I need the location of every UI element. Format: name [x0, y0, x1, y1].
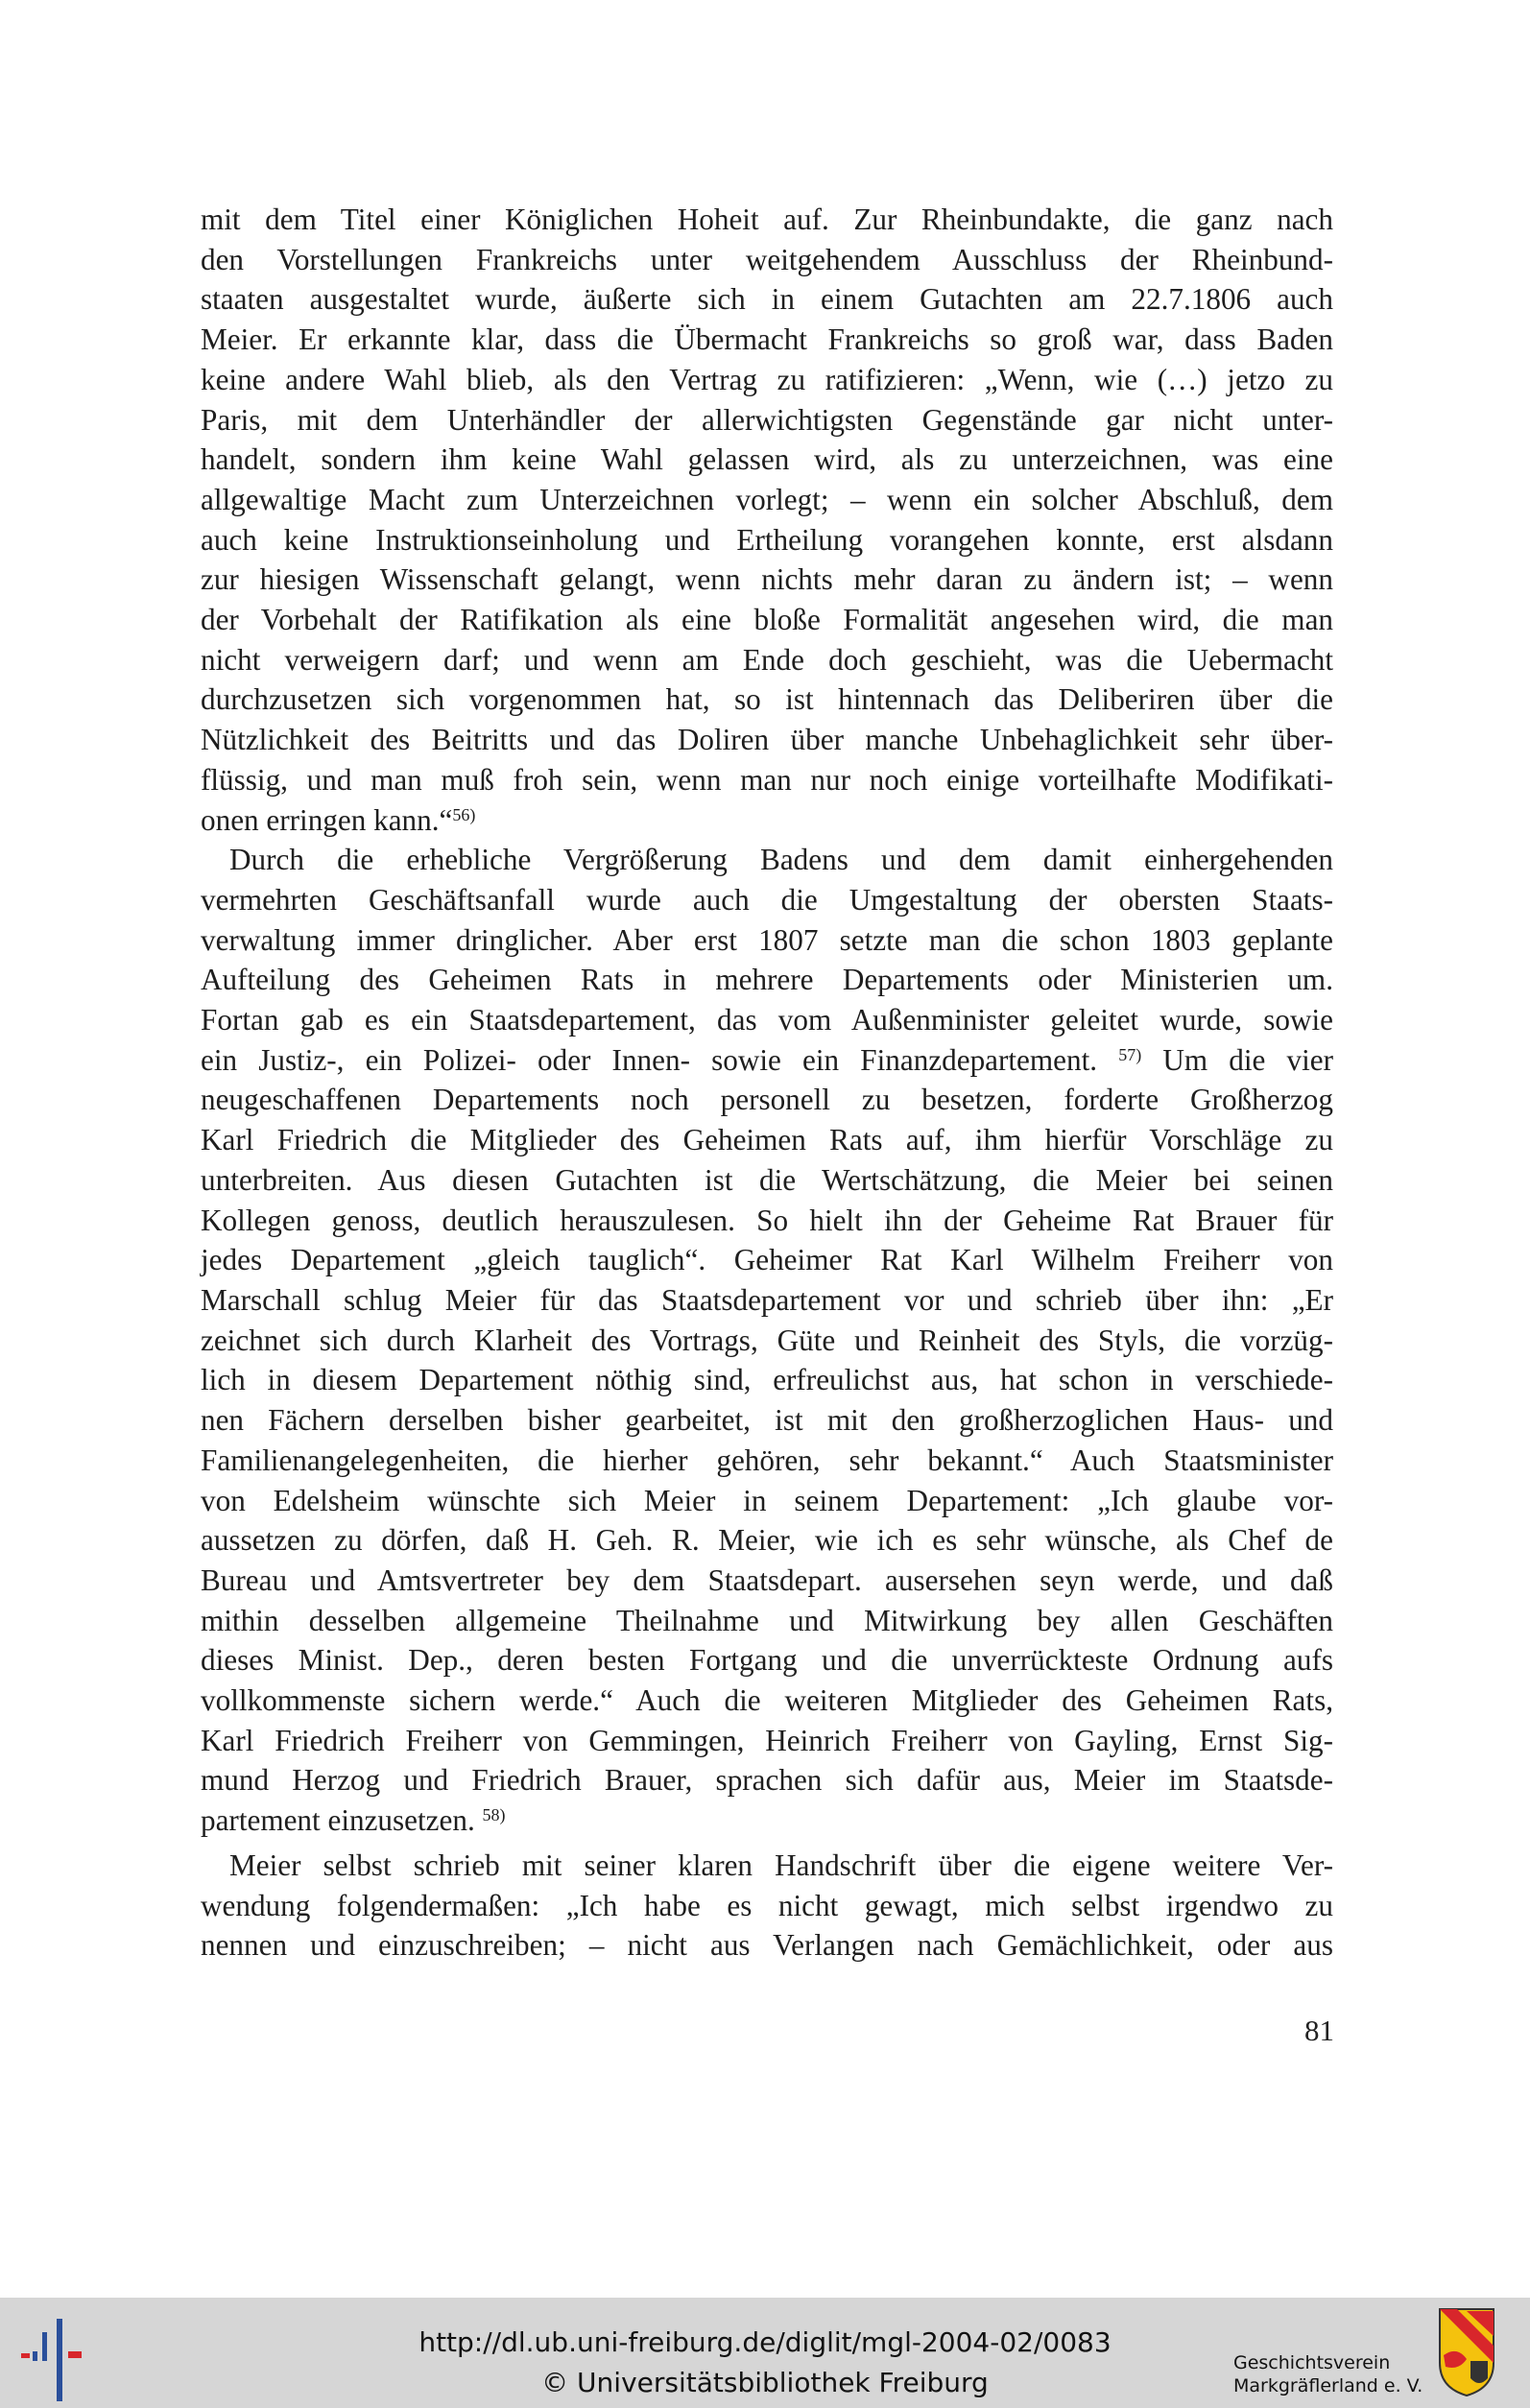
text-fragment: Um die vier [1162, 1042, 1334, 1077]
text-line: jedes Departement „gleich tauglich“. Geheimer Rat Karl Wilhelm Freiherr von [201, 1243, 1333, 1277]
text-line: Durch die erhebliche Vergrößerung Badens und dem damit einhergehenden [229, 843, 1333, 877]
text-line: handelt, sondern ihm keine Wahl gelassen wird, als zu unterzeichnen, was eine [201, 442, 1333, 477]
text-line: Kollegen genoss, deutlich herauszulesen. So hielt ihn der Geheime Rat Brauer für [201, 1203, 1333, 1237]
text-line: Meier. Er erkannte klar, dass die Übermacht Frankreichs so groß war, dass Baden [201, 322, 1333, 357]
text-line: allgewaltige Macht zum Unterzeichnen vorlegt; – wenn ein solcher Abschluß, dem [201, 482, 1333, 516]
text-line [201, 1040, 1333, 1081]
text-line: Marschall schlug Meier für das Staatsdepartement vor und schrieb über ihn: „Er [201, 1282, 1333, 1317]
text-line: keine andere Wahl blieb, als den Vertrag zu ratifizieren: „Wenn, wie (…) jetzo zu [201, 362, 1333, 396]
text-line: Meier selbst schrieb mit seiner klaren Handschrift über die eigene weitere Ver- [229, 1848, 1333, 1882]
text-line: lich in diesem Departement nöthig sind, erfreulichst aus, hat schon in verschiede- [201, 1363, 1333, 1397]
text-line: mithin desselben allgemeine Theilnahme und Mitwirkung bey allen Geschäften [201, 1603, 1333, 1637]
text-line: mit dem Titel einer Königlichen Hoheit auf. Zur Rheinbundakte, die ganz nach [201, 203, 1333, 236]
text-line: nicht verweigern darf; und wenn am Ende doch geschieht, was die Uebermacht [201, 642, 1333, 677]
text-line: Karl Friedrich die Mitglieder des Geheimen Rats auf, ihm hierfür Vorschläge zu [201, 1123, 1333, 1157]
text-line: den Vorstellungen Frankreichs unter weitgehendem Ausschluss der Rheinbund- [201, 242, 1333, 276]
text-fragment: onen erringen kann.“ [201, 802, 453, 837]
permalink-link[interactable]: http://dl.ub.uni-freiburg.de/diglit/mgl-2004-02/0083 [418, 2326, 1112, 2358]
text-line: Fortan gab es ein Staatsdepartement, das vom Außenminister geleitet wurde, sowie [201, 1003, 1333, 1037]
society-name-line: Geschichtsverein [1233, 2352, 1391, 2373]
text-line: flüssig, und man muß froh sein, wenn man nur noch einige vorteilhafte Modifikati- [201, 762, 1333, 797]
text-line: vermehrten Geschäftsanfall wurde auch die Umgestaltung der obersten Staats- [201, 882, 1333, 917]
text-line: verwaltung immer dringlicher. Aber erst 1807 setzte man die schon 1803 geplante [201, 922, 1333, 957]
text-line: unterbreiten. Aus diesen Gutachten ist die Wertschätzung, die Meier bei seinen [201, 1162, 1333, 1197]
page-body [201, 200, 1333, 1966]
text-line: dieses Minist. Dep., deren besten Fortgang und die unverrückteste Ordnung aufs [201, 1643, 1333, 1678]
footnote-marker-57: 57) [1118, 1044, 1142, 1064]
text-line: aussetzen zu dörfen, daß H. Geh. R. Meier, wie ich es sehr wünsche, als Chef de [201, 1523, 1333, 1558]
text-line: zur hiesigen Wissenschaft gelangt, wenn nichts mehr daran zu ändern ist; – wenn [201, 562, 1333, 597]
text-line: wendung folgendermaßen: „Ich habe es nicht gewagt, mich selbst irgendwo zu [201, 1888, 1333, 1922]
text-line: Bureau und Amtsvertreter bey dem Staatsdepart. ausersehen seyn werde, und daß [201, 1562, 1333, 1597]
text-line [201, 800, 1333, 841]
text-fragment: ein Justiz-, ein Polizei- oder Innen- sowie ein Finanzdepartement. [201, 1042, 1098, 1077]
text-line: mund Herzog und Friedrich Brauer, sprachen sich dafür aus, Meier im Staatsde- [201, 1763, 1333, 1798]
text-line: durchzusetzen sich vorgenommen hat, so ist hintennach das Deliberiren über die [201, 682, 1333, 717]
society-name [1233, 2351, 1435, 2397]
text-line: auch keine Instruktionseinholung und Ertheilung vorangehen konnte, erst alsdann [201, 522, 1333, 557]
text-line: nennen und einzuschreiben; – nicht aus Verlangen nach Gemächlichkeit, oder aus [201, 1928, 1333, 1963]
text-line: Familienangelegenheiten, die hierher gehören, sehr bekannt.“ Auch Staatsminister [201, 1442, 1333, 1477]
text-line: von Edelsheim wünschte sich Meier in seinem Departement: „Ich glaube vor- [201, 1483, 1333, 1517]
text-line [201, 1800, 1333, 1841]
text-line: Aufteilung des Geheimen Rats in mehrere Departements oder Ministerien um. [201, 963, 1333, 997]
text-line: zeichnet sich durch Klarheit des Vortrags, Güte und Reinheit des Styls, die vorzüg- [201, 1323, 1333, 1357]
footnote-marker-56: 56) [452, 804, 476, 824]
text-line: neugeschaffenen Departements noch personell zu besetzen, forderte Großherzog [201, 1083, 1333, 1117]
society-name-line: Markgräflerland e. V. [1233, 2375, 1423, 2396]
text-line: staaten ausgestaltet wurde, äußerte sich in einem Gutachten am 22.7.1806 auch [201, 282, 1333, 317]
copyright-text: © Universitätsbibliothek Freiburg [541, 2367, 989, 2398]
footnote-marker-58: 58) [482, 1805, 506, 1825]
page-number: 81 [1304, 2014, 1334, 2047]
text-line: Paris, mit dem Unterhändler der allerwichtigsten Gegenstände gar nicht unter- [201, 402, 1333, 437]
text-line: Nützlichkeit des Beitritts und das Doliren über manche Unbehaglichkeit sehr über- [201, 723, 1333, 757]
text-line: der Vorbehalt der Ratifikation als eine bloße Formalität angesehen wird, die man [201, 603, 1333, 637]
text-line: Karl Friedrich Freiherr von Gemmingen, Heinrich Freiherr von Gayling, Ernst Sig- [201, 1723, 1333, 1757]
text-line: nen Fächern derselben bisher gearbeitet, ist mit den großherzoglichen Haus- und [201, 1403, 1333, 1438]
text-line: vollkommenste sichern werde.“ Auch die weiteren Mitglieder des Geheimen Rats, [201, 1683, 1333, 1718]
text-fragment: partement einzusetzen. [201, 1803, 475, 1838]
coat-of-arms-icon [1438, 2307, 1495, 2397]
